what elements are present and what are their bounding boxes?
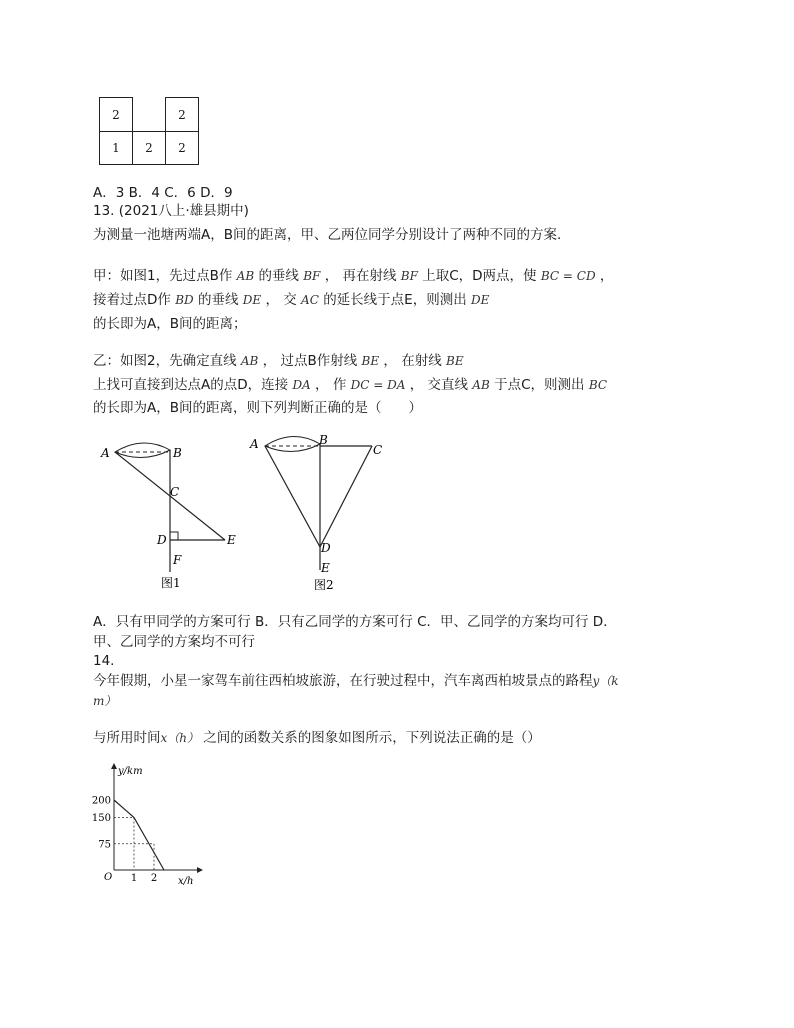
math: DE: [471, 293, 490, 307]
text: ， 过点B作射线: [262, 353, 358, 369]
text: ， 再在射线: [324, 268, 397, 284]
grid-cell: 2: [99, 97, 133, 132]
text: 上取C，D两点，使: [422, 268, 537, 284]
figure-1: [95, 436, 250, 596]
math: AB: [472, 378, 490, 392]
q14-line1: [93, 671, 619, 691]
line-ad: [265, 446, 320, 547]
pond-outline: [265, 436, 320, 451]
text: ， 交直线: [409, 377, 468, 393]
text: 之间的函数关系的图象如图所示，下列说法正确的是（）: [203, 730, 541, 746]
series-line: [114, 800, 164, 870]
q13-jia-line3: 的长即为A，B间的距离；: [93, 316, 247, 332]
grid-cell: 1: [99, 131, 133, 165]
label-b: B: [319, 433, 328, 447]
label-d: D: [321, 541, 331, 555]
math: DC = DA: [350, 378, 406, 392]
text: 的垂线: [197, 292, 239, 308]
text: 今年假期，小星一家驾车前往西柏坡旅游，在行驶过程中，汽车离西柏坡景点的路程: [93, 673, 593, 689]
text: 接着过点D作: [93, 292, 171, 308]
math: DE: [242, 293, 262, 307]
pond-outline: [115, 443, 170, 458]
math: y（k: [592, 674, 619, 688]
text: ， 作: [315, 377, 347, 393]
q13-yi-line1: [93, 351, 464, 371]
text: 上找可直接到达点A的点D，连接: [93, 377, 289, 393]
math: BF: [400, 269, 418, 283]
q13-yi-line3: 的长即为A，B间的距离，则下列判断正确的是（ ）: [93, 400, 422, 416]
label-f: F: [173, 553, 182, 567]
figure-1-caption: 图1: [161, 576, 181, 590]
math: BC: [588, 378, 608, 392]
math: AB: [240, 354, 259, 368]
label-c: C: [170, 485, 180, 499]
label-a: A: [250, 437, 259, 451]
text: 甲：如图1，先过点B作: [93, 268, 233, 284]
label-e: E: [321, 561, 330, 575]
math: AC: [301, 293, 319, 307]
grid-cell: 2: [165, 97, 199, 132]
grid-figure: [99, 97, 199, 165]
q14-line2: m）: [93, 694, 117, 708]
text: ， 在射线: [383, 353, 442, 369]
y-tick-label: 200: [91, 795, 111, 807]
label-c: C: [373, 443, 383, 457]
x-axis-label: x/h: [178, 876, 194, 887]
q13-jia-line2: [93, 290, 489, 310]
text: 的垂线: [258, 268, 299, 284]
distance-time-chart: [90, 760, 210, 890]
math: BE: [361, 354, 380, 368]
grid-cell: 2: [165, 131, 199, 165]
figure-2: [245, 430, 395, 596]
line-cd: [320, 446, 372, 547]
y-axis-label: y/km: [118, 766, 143, 777]
text: ，: [599, 268, 614, 284]
q13-jia-line1: [93, 266, 613, 286]
y-tick-label: 150: [91, 813, 111, 824]
label-a: A: [101, 446, 110, 460]
q13-number: 13. (2021八上·雄县期中): [93, 203, 249, 219]
label-d: D: [157, 533, 167, 547]
math: BC = CD: [540, 269, 596, 283]
y-tick-label: 75: [98, 839, 111, 851]
math: BE: [446, 354, 464, 368]
q13-options-line1: A．只有甲同学的方案可行 B．只有乙同学的方案可行 C．甲、乙同学的方案均可行 D．: [93, 614, 617, 630]
grid-cell: 2: [132, 131, 166, 165]
q12-options: A．3 B．4 C．6 D．9: [93, 185, 233, 201]
label-e: E: [227, 533, 236, 547]
origin-label: O: [104, 872, 113, 883]
math: AB: [236, 269, 255, 283]
math: x（h）: [160, 731, 199, 745]
x-tick-label: 1: [130, 873, 138, 884]
label-b: B: [173, 446, 182, 460]
text: 与所用时间: [93, 730, 161, 746]
q13-options-line2: 甲、乙同学的方案均不可行: [93, 634, 255, 650]
text: 的延长线于点E，则测出: [323, 292, 467, 308]
right-angle-mark: [170, 532, 178, 540]
q14-line3: [93, 728, 541, 748]
text: 于点C，则测出: [494, 377, 585, 393]
q13-yi-line2: [93, 375, 607, 395]
q13-stem: 为测量一池塘两端A，B间的距离，甲、乙两位同学分别设计了两种不同的方案.: [93, 227, 562, 243]
math: DA: [292, 378, 311, 392]
q14-number: 14.: [93, 653, 115, 669]
text: 乙：如图2，先确定直线: [93, 353, 237, 369]
x-tick-label: 2: [150, 873, 158, 884]
figure-2-caption: 图2: [314, 578, 334, 592]
math: BD: [175, 293, 194, 307]
text: ， 交: [265, 292, 297, 308]
math: BF: [303, 269, 321, 283]
